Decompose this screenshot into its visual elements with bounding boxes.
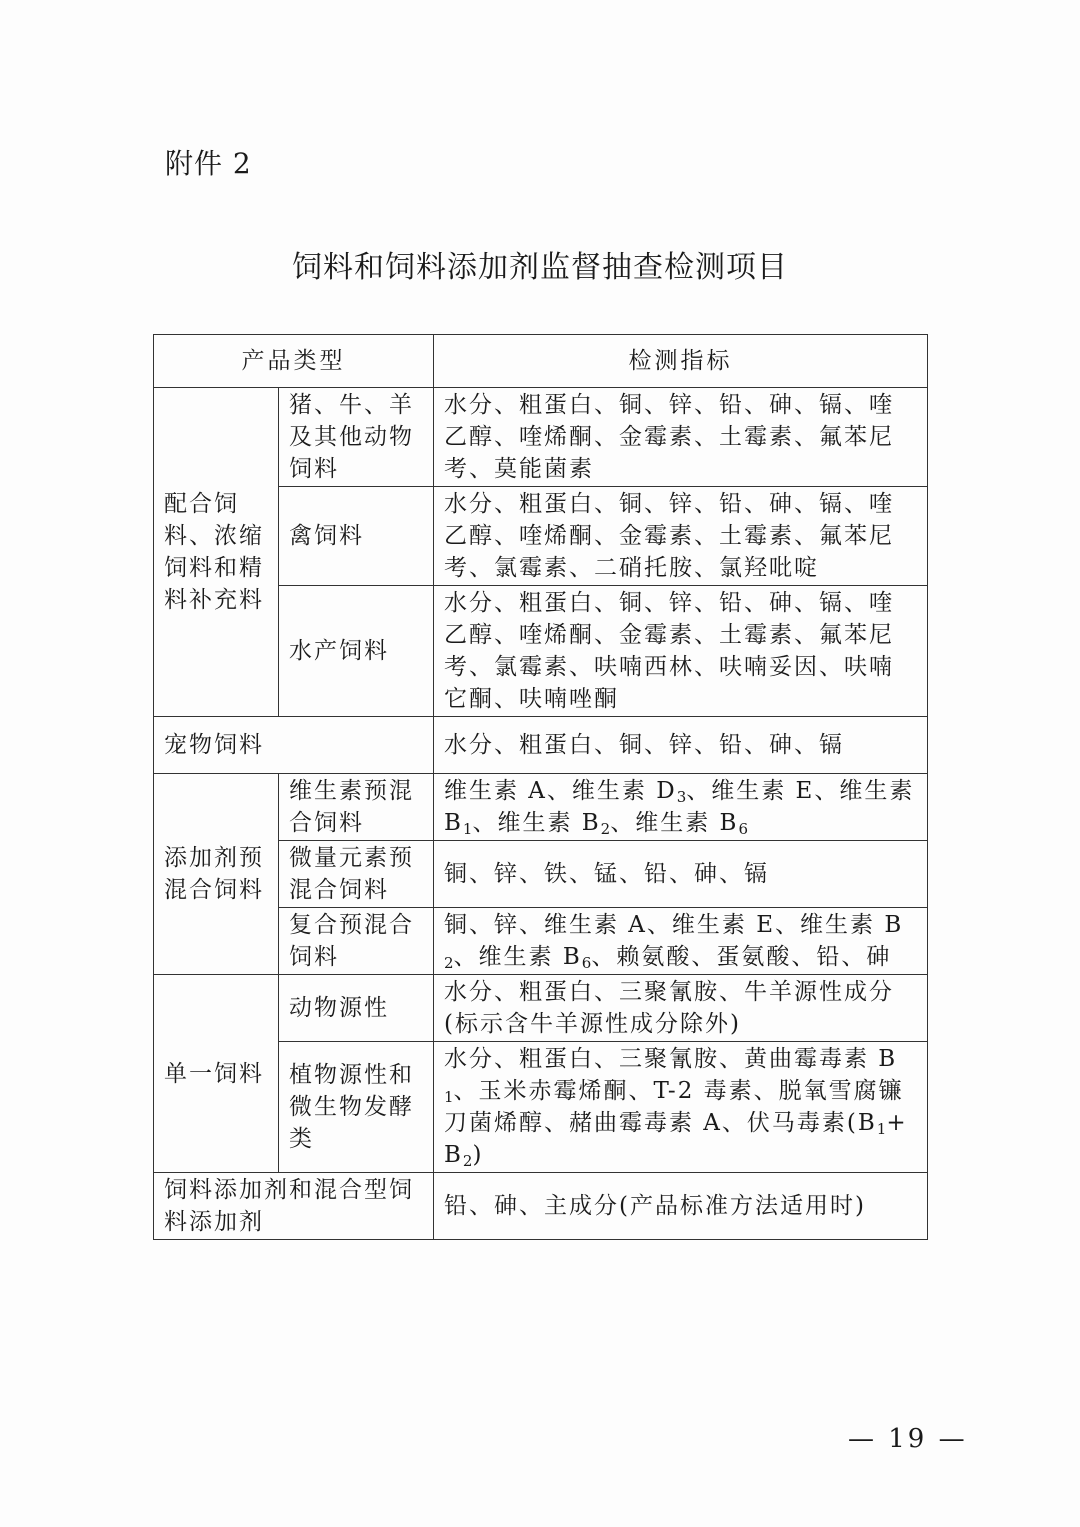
table-row	[154, 1173, 928, 1240]
group-label-premix: 添加剂预混合饲料	[154, 774, 279, 975]
indicator-cell: 铜、锌、铁、锰、铅、砷、镉	[434, 841, 928, 908]
indicator-cell: 水分、粗蛋白、铜、锌、铅、砷、镉、喹乙醇、喹烯酮、金霉素、土霉素、氟苯尼考、氯霉素、呋喃西林、呋喃妥因、呋喃它酮、呋喃唑酮	[434, 586, 928, 717]
indicator-cell: 水分、粗蛋白、铜、锌、铅、砷、镉	[434, 717, 928, 774]
inspection-items-table	[153, 334, 928, 1240]
table-row	[154, 388, 928, 487]
indicator-cell: 铜、锌、维生素 A、维生素 E、维生素 $B_2$、维生素 $B_6$、赖氨酸、蛋氨酸、铅、砷	[434, 908, 928, 975]
group-label-single: 单一饲料	[154, 975, 279, 1173]
subtype-cell: 维生素预混合饲料	[279, 774, 434, 841]
attachment-label: 附件 2	[165, 147, 252, 180]
indicator-cell: 水分、粗蛋白、三聚氰胺、黄曲霉毒素 $B_1$、玉米赤霉烯酮、T-2 毒素、脱氧雪腐镰刀菌烯醇、赭曲霉毒素 A、伏马毒素$(B_1+B_2)$	[434, 1042, 928, 1173]
subtype-cell: 猪、牛、羊及其他动物饲料	[279, 388, 434, 487]
subtype-cell: 复合预混合饲料	[279, 908, 434, 975]
indicator-cell: 水分、粗蛋白、三聚氰胺、牛羊源性成分(标示含牛羊源性成分除外)	[434, 975, 928, 1042]
header-product-type: 产品类型	[154, 335, 434, 388]
subtype-cell: 动物源性	[279, 975, 434, 1042]
table-row	[154, 774, 928, 841]
indicator-cell: 铅、砷、主成分(产品标准方法适用时)	[434, 1173, 928, 1240]
subtype-cell: 水产饲料	[279, 586, 434, 717]
indicator-cell: 维生素 A、维生素 $D_3$、维生素 E、维生素 $B_1$、维生素 $B_2$、维生素 $B_6$	[434, 774, 928, 841]
subtype-cell: 微量元素预混合饲料	[279, 841, 434, 908]
group-label-pet: 宠物饲料	[154, 717, 434, 774]
table-row	[154, 717, 928, 774]
group-label-compound: 配合饲料、浓缩饲料和精料补充料	[154, 388, 279, 717]
header-indicators: 检测指标	[434, 335, 928, 388]
subtype-cell: 植物源性和微生物发酵类	[279, 1042, 434, 1173]
group-label-additive: 饲料添加剂和混合型饲料添加剂	[154, 1173, 434, 1240]
table-row	[154, 975, 928, 1042]
document-title: 饲料和饲料添加剂监督抽查检测项目	[292, 250, 788, 285]
page-number: — 19 —	[848, 1424, 968, 1454]
indicator-cell: 水分、粗蛋白、铜、锌、铅、砷、镉、喹乙醇、喹烯酮、金霉素、土霉素、氟苯尼考、莫能菌素	[434, 388, 928, 487]
table-header-row	[154, 335, 928, 388]
indicator-cell: 水分、粗蛋白、铜、锌、铅、砷、镉、喹乙醇、喹烯酮、金霉素、土霉素、氟苯尼考、氯霉素、二硝托胺、氯羟吡啶	[434, 487, 928, 586]
subtype-cell: 禽饲料	[279, 487, 434, 586]
